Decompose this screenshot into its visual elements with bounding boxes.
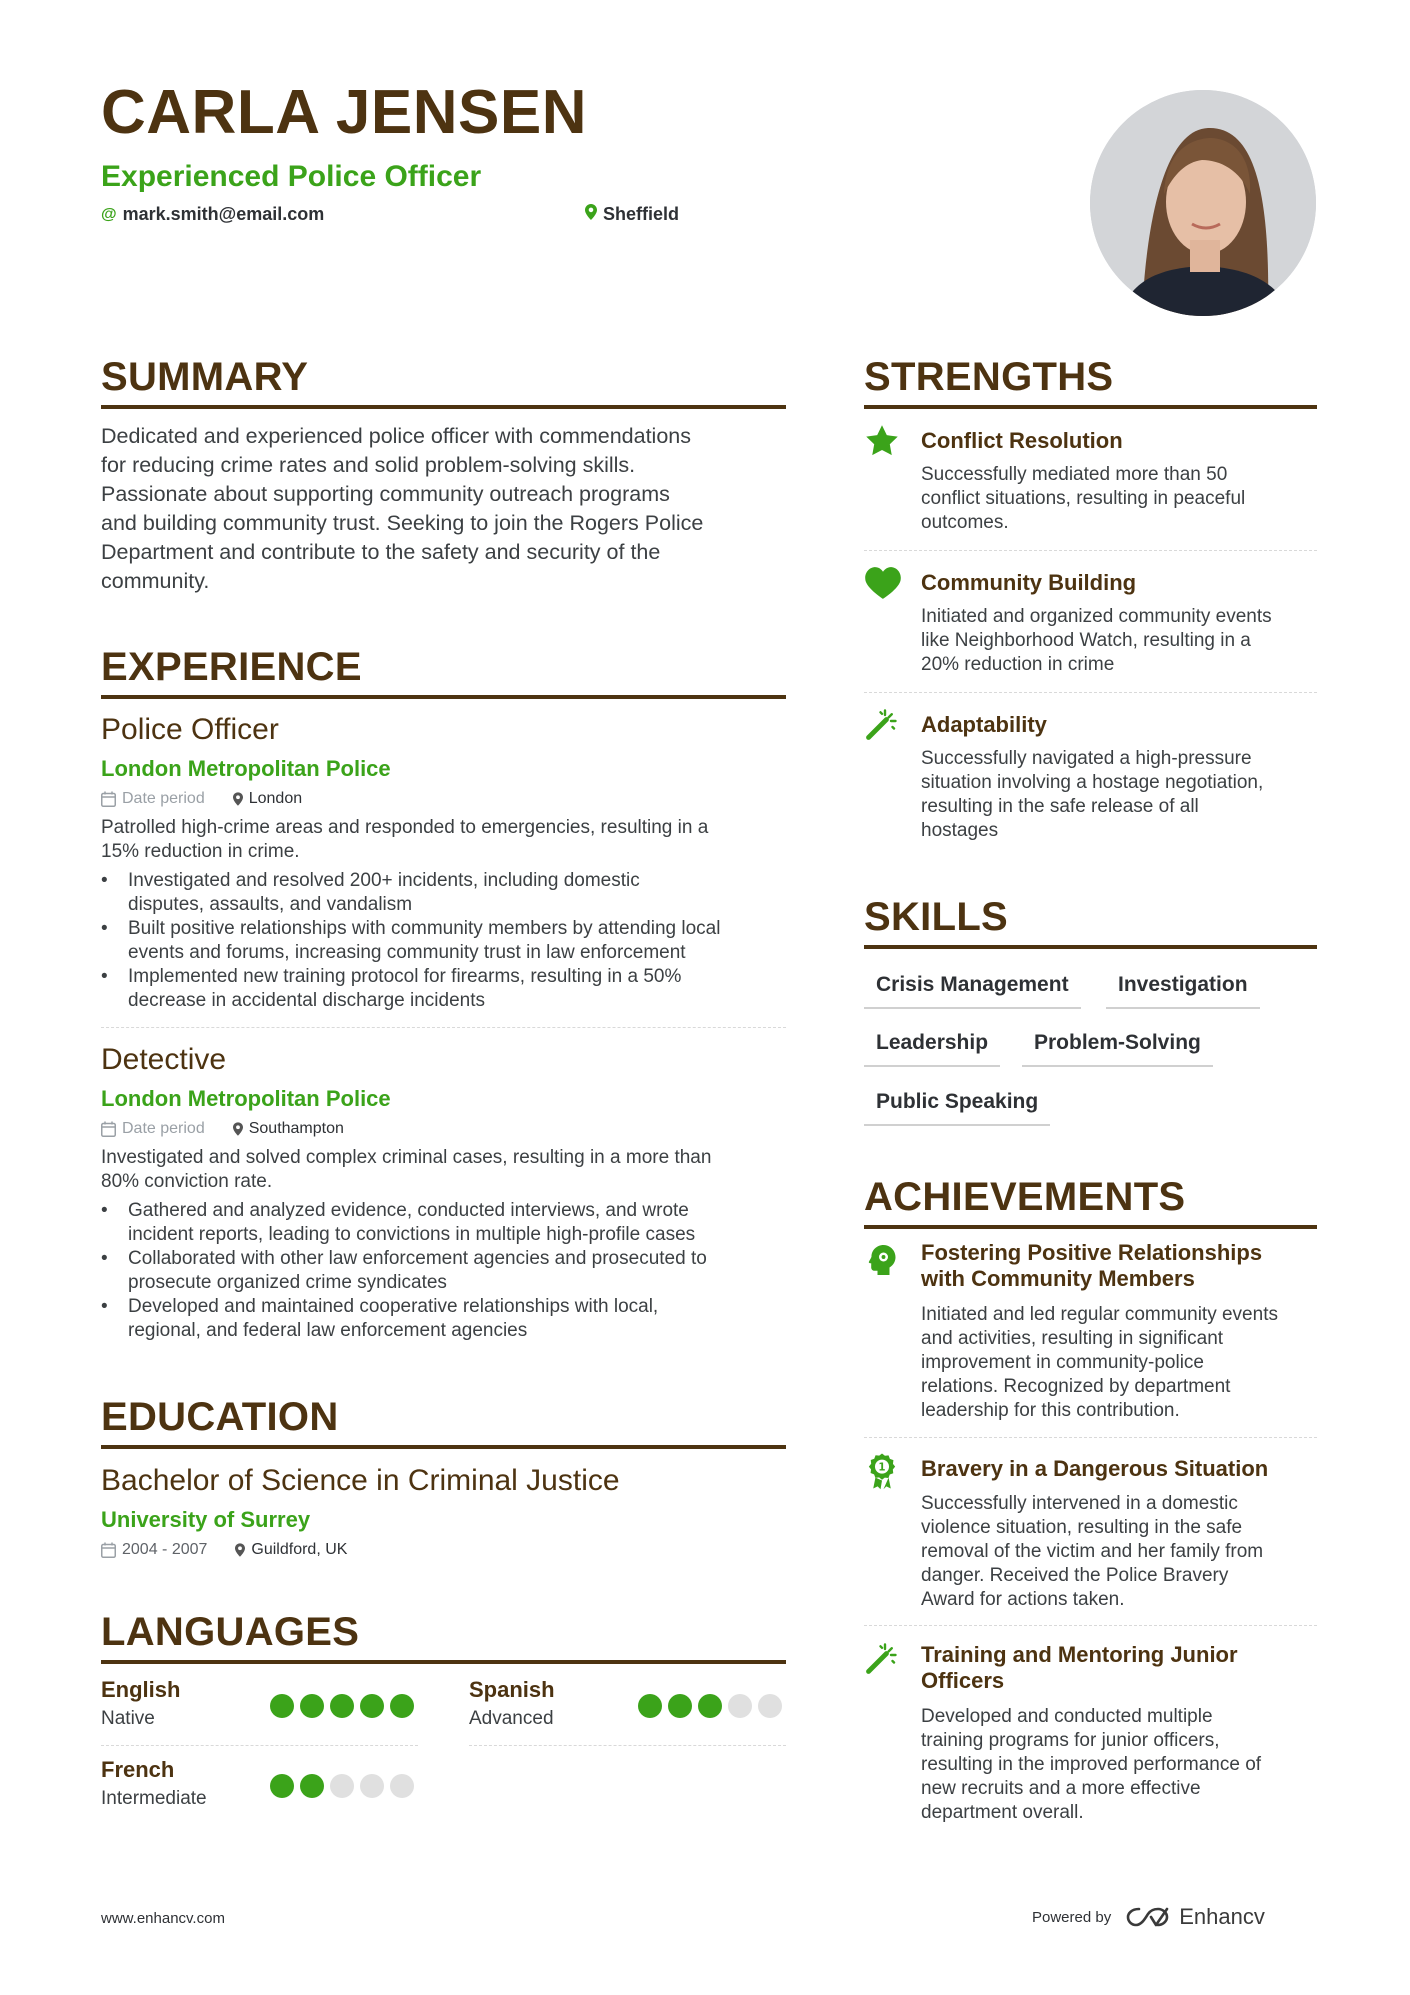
skills-heading: SKILLS (864, 895, 1009, 939)
skills-rule (864, 945, 1317, 949)
magic-wand-icon (864, 1640, 902, 1678)
rating-dot-filled (360, 1694, 384, 1718)
skill-tag: Leadership (864, 1031, 1000, 1067)
job-location: Southampton (248, 1120, 344, 1137)
job-description: Patrolled high-crime areas and responded to emergencies, resulting in a 15% reduction in crime. (101, 817, 709, 862)
svg-text:1: 1 (878, 1462, 886, 1474)
list-item: • Implemented new training protocol for firearms, resulting in a 50% decrease in accidental discharge incidents (101, 965, 791, 1013)
job-title: Detective (101, 1043, 227, 1076)
education-meta (101, 1541, 347, 1559)
language-level: Intermediate (101, 1788, 207, 1809)
strength-description: Initiated and organized community events like Neighborhood Watch, resulting in a 20% reduction in crime (921, 606, 1272, 675)
list-item: • Investigated and resolved 200+ incidents, including domestic disputes, assaults, and vandalism (101, 869, 791, 917)
map-pin-icon (233, 1122, 243, 1136)
achievement-title: Bravery in a Dangerous Situation (921, 1456, 1269, 1481)
calendar-icon (101, 1121, 116, 1137)
calendar-icon (101, 1542, 116, 1558)
job-meta (101, 1120, 344, 1138)
language-name: French (101, 1757, 175, 1782)
rating-dot-empty (390, 1774, 414, 1798)
strength-description: Successfully navigated a high-pressure situation involving a hostage negotiation, resulting in the safe release of all hostages (921, 748, 1264, 841)
job-title: Police Officer (101, 713, 279, 746)
profile-photo (1090, 90, 1316, 316)
education-rule (101, 1445, 786, 1449)
award-icon (864, 1452, 902, 1490)
achievement-description: Developed and conducted multiple training programs for junior officers, resulting in the improved performance of new recruits and a more effective department overall. (921, 1706, 1262, 1823)
divider (101, 1027, 786, 1028)
candidate-name: CARLA JENSEN (101, 78, 587, 147)
education-date: 2004 - 2007 (122, 1541, 208, 1558)
job-bullets (101, 869, 791, 1013)
education-heading: EDUCATION (101, 1395, 339, 1439)
summary-text: Dedicated and experienced police officer with commendations for reducing crime rates and solid problem-solving skills. Passionate about supporting community outreach programs and building community trust. Seeking to join the Rogers Police Department and contribute to the safety and security of the community. (101, 424, 704, 593)
rating-dot-filled (300, 1694, 324, 1718)
rating-dot-empty (360, 1774, 384, 1798)
divider (101, 1745, 418, 1746)
job-date: Date period (122, 790, 205, 807)
calendar-icon (101, 791, 116, 807)
footer-branding (1032, 1904, 1265, 1930)
contact-email[interactable] (101, 204, 324, 225)
languages-heading: LANGUAGES (101, 1610, 360, 1654)
rating-dot-filled (330, 1694, 354, 1718)
rating-dot-empty (758, 1694, 782, 1718)
achievement-description: Successfully intervened in a domestic violence situation, resulting in the safe removal of the victim and her family from danger. Received the Police Bravery Award for actions taken. (921, 1493, 1264, 1610)
rating-dot-filled (300, 1774, 324, 1798)
contact-location (585, 204, 679, 225)
strength-description: Successfully mediated more than 50 conflict situations, resulting in peaceful outcomes. (921, 464, 1246, 533)
strength-title: Conflict Resolution (921, 428, 1123, 453)
job-meta (101, 790, 302, 808)
summary-rule (101, 405, 786, 409)
language-rating (270, 1774, 414, 1798)
divider (864, 1437, 1317, 1438)
achievements-rule (864, 1225, 1317, 1229)
brand-name: Enhancv (1179, 1904, 1265, 1929)
location-text: Sheffield (603, 204, 680, 224)
rating-dot-filled (270, 1774, 294, 1798)
list-item: • Collaborated with other law enforcement agencies and prosecuted to prosecute organized crime syndicates (101, 1247, 791, 1295)
rating-dot-filled (270, 1694, 294, 1718)
head-icon (864, 1242, 902, 1280)
language-level: Native (101, 1708, 155, 1729)
school-name: University of Surrey (101, 1507, 311, 1532)
map-pin-icon (233, 792, 243, 806)
skill-tag: Problem-Solving (1022, 1031, 1213, 1067)
footer-website-link[interactable]: www.enhancv.com (101, 1910, 225, 1927)
strengths-rule (864, 405, 1317, 409)
education-location: Guildford, UK (251, 1541, 348, 1558)
skill-tag: Investigation (1106, 973, 1260, 1009)
list-item: • Built positive relationships with community members by attending local events and forums, increasing community trust in law enforcement (101, 917, 791, 965)
email-text: mark.smith@email.com (122, 204, 325, 224)
strength-title: Adaptability (921, 712, 1047, 737)
achievement-description: Initiated and led regular community events and activities, resulting in significant improvement in community-police relations. Recognized by department leadership for this contribution. (921, 1304, 1278, 1421)
language-rating (270, 1694, 414, 1718)
magic-wand-icon (864, 706, 902, 744)
language-rating (638, 1694, 782, 1718)
rating-dot-empty (330, 1774, 354, 1798)
powered-by-text: Powered by (1032, 1908, 1112, 1926)
languages-rule (101, 1660, 786, 1664)
divider (864, 550, 1317, 551)
strengths-heading: STRENGTHS (864, 355, 1114, 399)
achievement-title: Training and Mentoring Junior Officers (921, 1642, 1238, 1693)
heart-icon (864, 565, 902, 603)
at-icon: @ (101, 205, 117, 223)
map-pin-icon (235, 1543, 245, 1557)
enhancv-logo-icon (1125, 1906, 1171, 1928)
skill-tag: Public Speaking (864, 1090, 1050, 1126)
language-level: Advanced (469, 1708, 554, 1729)
candidate-title: Experienced Police Officer (101, 160, 482, 193)
job-description: Investigated and solved complex criminal cases, resulting in a more than 80% conviction rate. (101, 1147, 712, 1192)
list-item: • Developed and maintained cooperative relationships with local, regional, and federal law enforcement agencies (101, 1295, 791, 1343)
list-item: • Gathered and analyzed evidence, conducted interviews, and wrote incident reports, leading to convictions in multiple high-profile cases (101, 1199, 791, 1247)
map-pin-icon (585, 204, 597, 225)
rating-dot-filled (698, 1694, 722, 1718)
enhancv-logo[interactable] (1125, 1904, 1265, 1930)
rating-dot-filled (390, 1694, 414, 1718)
job-company: London Metropolitan Police (101, 756, 391, 781)
experience-heading: EXPERIENCE (101, 645, 362, 689)
achievements-heading: ACHIEVEMENTS (864, 1175, 1186, 1219)
language-name: Spanish (469, 1677, 555, 1702)
job-date: Date period (122, 1120, 205, 1137)
degree-title: Bachelor of Science in Criminal Justice (101, 1464, 620, 1497)
experience-rule (101, 695, 786, 699)
star-icon (864, 423, 902, 461)
summary-heading: SUMMARY (101, 355, 309, 399)
rating-dot-empty (728, 1694, 752, 1718)
divider (864, 1625, 1317, 1626)
divider (469, 1745, 786, 1746)
achievement-title: Fostering Positive Relationships with Community Members (921, 1240, 1263, 1291)
rating-dot-filled (638, 1694, 662, 1718)
job-bullets (101, 1199, 791, 1343)
divider (864, 692, 1317, 693)
job-location: London (248, 790, 303, 807)
rating-dot-filled (668, 1694, 692, 1718)
skill-tag: Crisis Management (864, 973, 1081, 1009)
job-company: London Metropolitan Police (101, 1086, 391, 1111)
strength-title: Community Building (921, 570, 1137, 595)
language-name: English (101, 1677, 181, 1702)
